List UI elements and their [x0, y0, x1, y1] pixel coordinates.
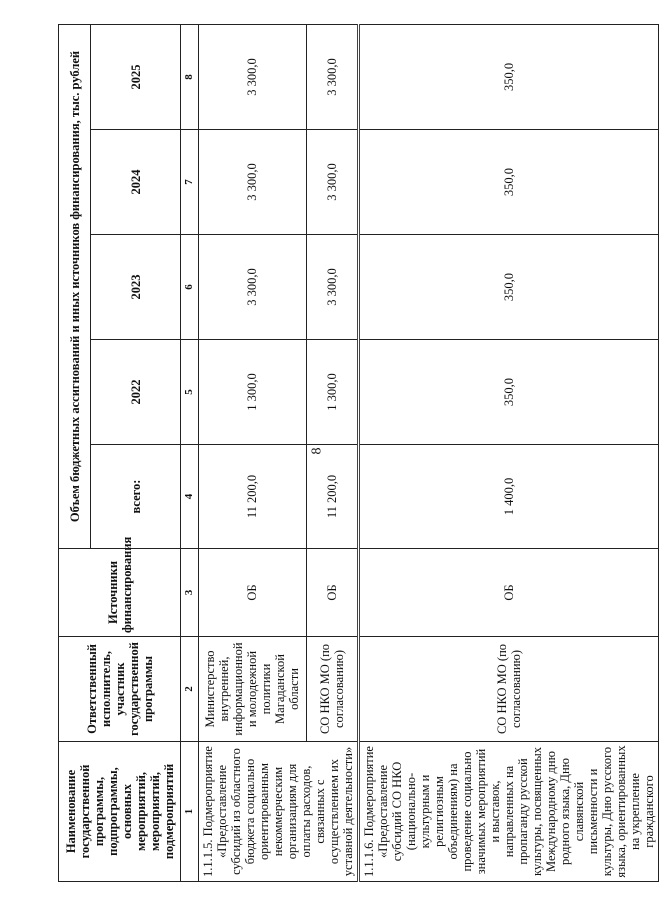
table-row — [199, 24, 307, 881]
column-number: 7 — [181, 130, 199, 235]
column-number: 3 — [181, 549, 199, 637]
header-year-2024: 2024 — [91, 130, 181, 235]
value-2022: 1 300,0 — [306, 340, 358, 445]
value-2023: 3 300,0 — [199, 235, 307, 340]
header-year-total: всего: — [91, 445, 181, 549]
header-year-2022: 2022 — [91, 340, 181, 445]
page-number: 8 — [309, 447, 325, 455]
funding-source: ОБ — [199, 549, 307, 637]
value-2025: 350,0 — [359, 24, 659, 129]
measure-name: 1.1.1.6. Подмероприятие «Предоставление субсидий СО НКО (национально-культурным и религиозным объединениям) на проведение социально значимых мероприятий и выставок, направленных на пропаганду русской культуры, посвященных Международному дню родного языка, Дню славянской письменности и культуры, Дню русского языка, ориентированных на укрепление гражданского — [359, 742, 659, 882]
column-number: 5 — [181, 340, 199, 445]
executor: СО НКО МО (по согласованию) — [359, 637, 659, 742]
executor: СО НКО МО (по согласованию) — [306, 637, 358, 742]
value-total: 11 200,0 — [199, 445, 307, 549]
financing-table — [58, 24, 659, 882]
value-2024: 3 300,0 — [199, 130, 307, 235]
column-numbers-row — [181, 24, 199, 881]
value-2024: 350,0 — [359, 130, 659, 235]
column-number: 8 — [181, 24, 199, 129]
value-2022: 1 300,0 — [199, 340, 307, 445]
header-executor: Ответственный исполнитель, участник государственной программы — [59, 637, 181, 742]
value-total: 1 400,0 — [359, 445, 659, 549]
column-number: 1 — [181, 742, 199, 882]
funding-source: ОБ — [359, 549, 659, 637]
value-2022: 350,0 — [359, 340, 659, 445]
header-source: Источники финансирования — [59, 549, 181, 637]
value-2025: 3 300,0 — [306, 24, 358, 129]
header-name: Наименование государственной программы, подпрограммы, основных мероприятий, мероприятий, подмероприятий — [59, 742, 181, 882]
executor: Министерство внутренней, информационной и молодежной политики Магаданской области — [199, 637, 307, 742]
header-funding-group: Объем бюджетных ассигнований и иных источников финансирования, тыс. рублей — [59, 24, 91, 548]
value-total: 11 200,0 — [306, 445, 358, 549]
value-2023: 350,0 — [359, 235, 659, 340]
value-2023: 3 300,0 — [306, 235, 358, 340]
header-year-2023: 2023 — [91, 235, 181, 340]
value-2024: 3 300,0 — [306, 130, 358, 235]
table-row — [359, 24, 659, 881]
rotated-page — [58, 25, 656, 882]
column-number: 4 — [181, 445, 199, 549]
measure-name: 1.1.1.5. Подмероприятие «Предоставление субсидий из областного бюджета социально ориентированным некоммерческим организациям для оплаты расходов, связанных с осуществлением их уставной деятельности» — [199, 742, 359, 882]
funding-source: ОБ — [306, 549, 358, 637]
value-2025: 3 300,0 — [199, 24, 307, 129]
header-year-2025: 2025 — [91, 24, 181, 129]
column-number: 6 — [181, 235, 199, 340]
column-number: 2 — [181, 637, 199, 742]
